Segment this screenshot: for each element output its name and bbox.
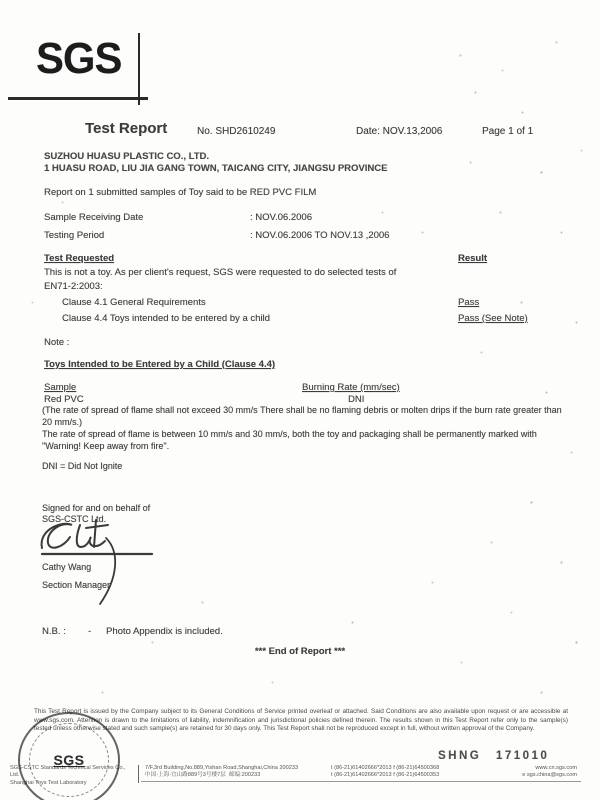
footer-contact-row2: t (86-21)61402666*2013 f (86-21)64500353 <box>331 772 440 779</box>
signer-title: Section Manager <box>42 580 111 590</box>
receiving-date-label: Sample Receiving Date <box>44 212 144 223</box>
report-date: Date: NOV.13,2006 <box>356 126 443 137</box>
footer-postcode-cn: 邮编:200233 <box>228 772 261 779</box>
testing-period-label: Testing Period <box>44 230 105 241</box>
footer-address-column <box>141 765 327 782</box>
test-intro-line2: EN71-2:2003: <box>44 281 103 292</box>
footer-address-cn: 中国·上海·宜山路889号3号楼7层 <box>145 772 226 779</box>
sgs-stamp-inner-ring <box>29 723 109 797</box>
dni-definition: DNI = Did Not Ignite <box>42 461 123 471</box>
sgs-stamp-text: SGS <box>53 752 85 768</box>
test-intro-line1: This is not a toy. As per client's request, SGS were requested to do selected tests of <box>44 267 397 278</box>
note-paragraph-2: The rate of spread of flame is between 10 mm/s and 30 mm/s, both the toy and packaging shall be permanently marked with "Warning! Keep away from fire". <box>42 429 537 451</box>
sample-column-header: Sample <box>44 382 77 393</box>
client-address: 1 HUASU ROAD, LIU JIA GANG TOWN, TAICANG CITY, JIANGSU PROVINCE <box>44 163 388 174</box>
nb-label: N.B. : <box>42 626 66 637</box>
burning-rate-value: DNI <box>348 394 365 405</box>
footer-disclaimer: This Test Report is issued by the Company subject to its General Conditions of Service printed overleaf or attached. Said Conditions are also available upon request or are accessible at www.sgs.com. Attention is drawn to the limitations of liability, indemnification and jurisdictional policies defined therein. The results shown in this Test Report refer only to the sample(s) tested unless otherwise stated and such sample(s) are retained for 30 days only. This Test Report shall not be reproduced except in full, without written approval of the Company. <box>34 708 568 733</box>
testing-period-value: : NOV.06.2006 TO NOV.13 ,2006 <box>250 230 390 241</box>
note-label: Note : <box>44 337 70 348</box>
footer-divider <box>138 765 139 783</box>
footer-web-column <box>483 765 581 782</box>
test-requested-heading: Test Requested <box>44 253 115 264</box>
clause-label: Clause 4.1 General Requirements <box>62 297 206 308</box>
burning-rate-column-header: Burning Rate (mm/sec) <box>302 382 400 393</box>
clause-result: Pass <box>458 297 480 308</box>
receiving-date-value: : NOV.06.2006 <box>250 212 312 223</box>
footer-lab-name: Shanghai Toys Test Laboratory <box>10 779 87 786</box>
footer-company-name: SGS-CSTC Standards Technical Services Co., Ltd. <box>10 765 126 779</box>
footer-email: e sgs.china@sgs.com <box>522 772 577 779</box>
footer-website: www.cn.sgs.com <box>535 765 577 771</box>
sgs-stamp <box>18 712 120 800</box>
result-heading: Result <box>458 253 488 264</box>
report-number: No. SHD2610249 <box>197 126 276 137</box>
stamp-serial-code: SHNG 171010 <box>438 750 550 762</box>
note-paragraph-1: (The rate of spread of flame shall not exceed 30 mm/s There shall be no flaming debris or molten drips if the burn rate greater than 20 mm/s.) <box>42 405 562 427</box>
report-on-line: Report on 1 submitted samples of Toy said to be RED PVC FILM <box>44 187 317 198</box>
note-section-heading: Toys Intended to be Entered by a Child (Clause 4.4) <box>44 359 276 370</box>
footer-contact-row1: t (86-21)61402666*2013 f (86-21)64500368 <box>331 765 440 771</box>
sgs-logo: SGS <box>36 34 122 83</box>
signer-name: Cathy Wang <box>42 562 92 572</box>
footer-address-en: 7/F,3rd Building,No.889,Yishan Road,Shanghai,China 200233 <box>145 765 299 771</box>
scan-noise <box>0 0 1 1</box>
clause-result: Pass (See Note) <box>458 313 528 324</box>
signed-line2: SGS-CSTC Ltd. <box>42 514 107 524</box>
footer-contact-column <box>327 765 483 782</box>
nb-text: Photo Appendix is included. <box>106 626 223 637</box>
clause-label: Clause 4.4 Toys intended to be entered by a child <box>62 313 270 324</box>
sample-value: Red PVC <box>44 394 84 405</box>
nb-bullet: - <box>88 626 92 637</box>
signed-line1: Signed for and on behalf of <box>42 503 151 513</box>
report-title: Test Report <box>85 120 168 137</box>
logo-underline <box>8 97 148 100</box>
page-indicator: Page 1 of 1 <box>482 126 534 137</box>
end-of-report-marker: *** End of Report *** <box>254 646 346 657</box>
client-name: SUZHOU HUASU PLASTIC CO., LTD. <box>44 151 210 162</box>
logo-crop-mark <box>138 33 140 105</box>
